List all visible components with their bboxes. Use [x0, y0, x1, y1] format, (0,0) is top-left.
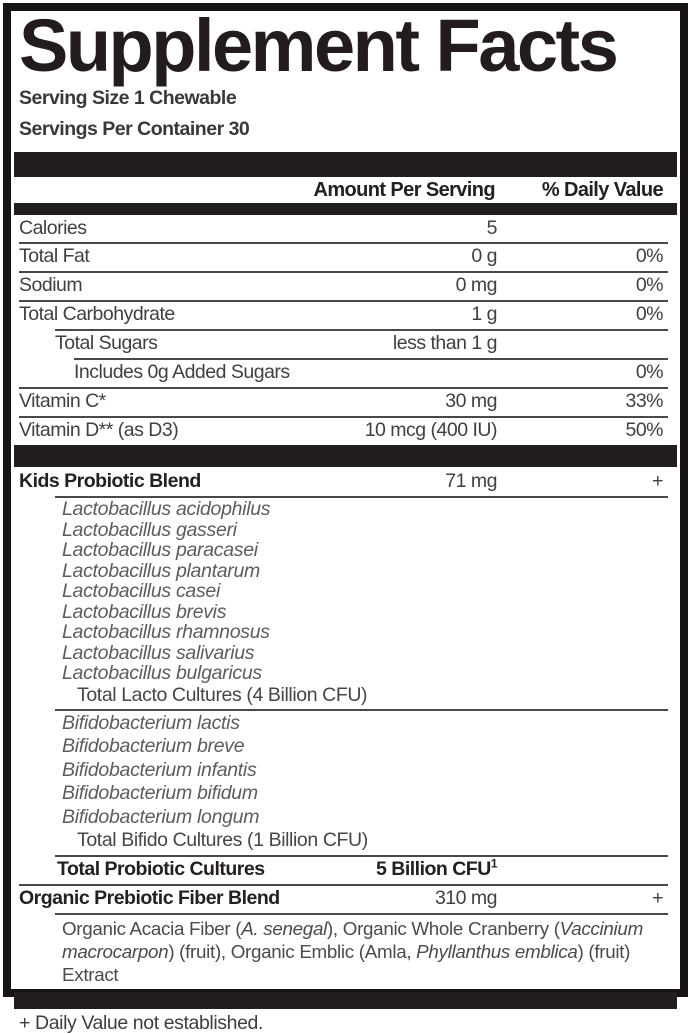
strain-name: Bifidobacterium longum [62, 805, 260, 828]
description-text: ) (fruit) Extract [62, 940, 631, 985]
fiber-blend-description [11, 913, 680, 991]
row-daily-value: 0% [635, 303, 663, 325]
label-border [3, 3, 688, 1034]
row-daily-value: + [652, 886, 663, 909]
strain-name: Bifidobacterium lactis [62, 712, 240, 734]
strain-name: Bifidobacterium bifidum [62, 782, 258, 805]
table-row [11, 300, 680, 329]
row-name: Vitamin C* [19, 390, 106, 412]
column-header-daily-value: % Daily Value [541, 179, 663, 201]
fiber-blend-section [11, 884, 680, 991]
strain-name: Lactobacillus brevis [62, 600, 227, 623]
row-amount: 0 g [471, 245, 497, 267]
table-row [11, 387, 680, 416]
lacto-cultures-total: Total Lacto Cultures (4 Billion CFU) [77, 683, 368, 706]
column-header-amount: Amount Per Serving [313, 179, 495, 201]
strain-name: Lactobacillus plantarum [62, 559, 260, 582]
strain-name: Lactobacillus paracasei [62, 539, 258, 561]
divider-bar-blend [14, 445, 677, 467]
divider-bar-footnote [14, 992, 677, 1009]
row-daily-value: 0% [635, 274, 663, 296]
description-text: ) (fruit), Organic Emblic (Amla, [168, 940, 417, 962]
row-amount: 1 g [471, 303, 497, 325]
strain-name: Bifidobacterium breve [62, 735, 245, 758]
table-row [11, 329, 680, 358]
row-name: Includes 0g Added Sugars [74, 361, 290, 383]
row-amount: less than 1 g [392, 332, 497, 354]
row-daily-value: 33% [625, 390, 663, 412]
strain-name: Lactobacillus acidophilus [62, 498, 271, 520]
table-row [11, 416, 680, 445]
row-amount: 5 [486, 217, 497, 239]
row-name: Calories [19, 217, 87, 239]
daily-value-footnote: + Daily Value not established. [19, 1011, 264, 1034]
row-amount: 5 Billion CFU$^1$ [375, 856, 497, 880]
row-name: Total Carbohydrate [19, 303, 175, 325]
table-row [11, 467, 680, 496]
table-row [11, 271, 680, 300]
botanical-name: Vaccinium macrocarpon [62, 917, 643, 962]
table-row [11, 884, 680, 913]
strain-name: Bifidobacterium infantis [62, 758, 257, 781]
row-amount: 10 mcg (400 IU) [364, 419, 497, 441]
row-name: Kids Probiotic Blend [19, 470, 201, 492]
row-amount: 310 mg [434, 886, 497, 909]
row-amount: 30 mg [445, 390, 497, 412]
strain-name: Lactobacillus bulgaricus [62, 662, 262, 684]
divider-bar-header [14, 203, 677, 215]
column-header-row [11, 177, 680, 203]
strain-name: Lactobacillus casei [62, 580, 220, 602]
strain-name: Lactobacillus salivarius [62, 641, 255, 664]
serving-size: Serving Size 1 Chewable [19, 87, 237, 109]
row-name: Total Probiotic Cultures [57, 857, 265, 880]
row-daily-value: + [652, 470, 663, 492]
table-row [11, 855, 680, 884]
label-title: Supplement Facts [19, 4, 617, 87]
row-daily-value: 0% [635, 245, 663, 267]
botanical-name: Phyllanthus emblica [416, 940, 578, 962]
lacto-strain-list [11, 496, 680, 709]
row-daily-value: 50% [625, 419, 663, 441]
label-content [11, 4, 680, 1034]
row-name: Vitamin D** (as D3) [19, 419, 179, 441]
nutrient-rows [11, 215, 680, 445]
description-text: ), Organic Whole Cranberry ( [326, 917, 560, 939]
row-amount: 0 mg [455, 274, 497, 296]
row-name: Total Fat [19, 245, 90, 267]
row-name: Total Sugars [55, 332, 158, 354]
strain-name: Lactobacillus gasseri [62, 518, 237, 541]
bifido-cultures-total: Total Bifido Cultures (1 Billion CFU) [77, 829, 368, 852]
row-name: Organic Prebiotic Fiber Blend [19, 886, 280, 909]
table-row [11, 215, 680, 242]
row-daily-value: 0% [635, 361, 663, 383]
divider-bar-top [14, 152, 677, 177]
servings-per-container: Servings Per Container 30 [19, 117, 250, 140]
botanical-name: A. senegal [241, 917, 327, 939]
table-row [11, 358, 680, 387]
probiotic-blend-section [11, 467, 680, 884]
description-text: Organic Acacia Fiber ( [62, 917, 242, 939]
table-row [11, 242, 680, 271]
bifido-strain-list [11, 709, 680, 855]
row-amount: 71 mg [445, 470, 497, 492]
row-name: Sodium [19, 274, 83, 296]
strain-name: Lactobacillus rhamnosus [62, 621, 270, 643]
